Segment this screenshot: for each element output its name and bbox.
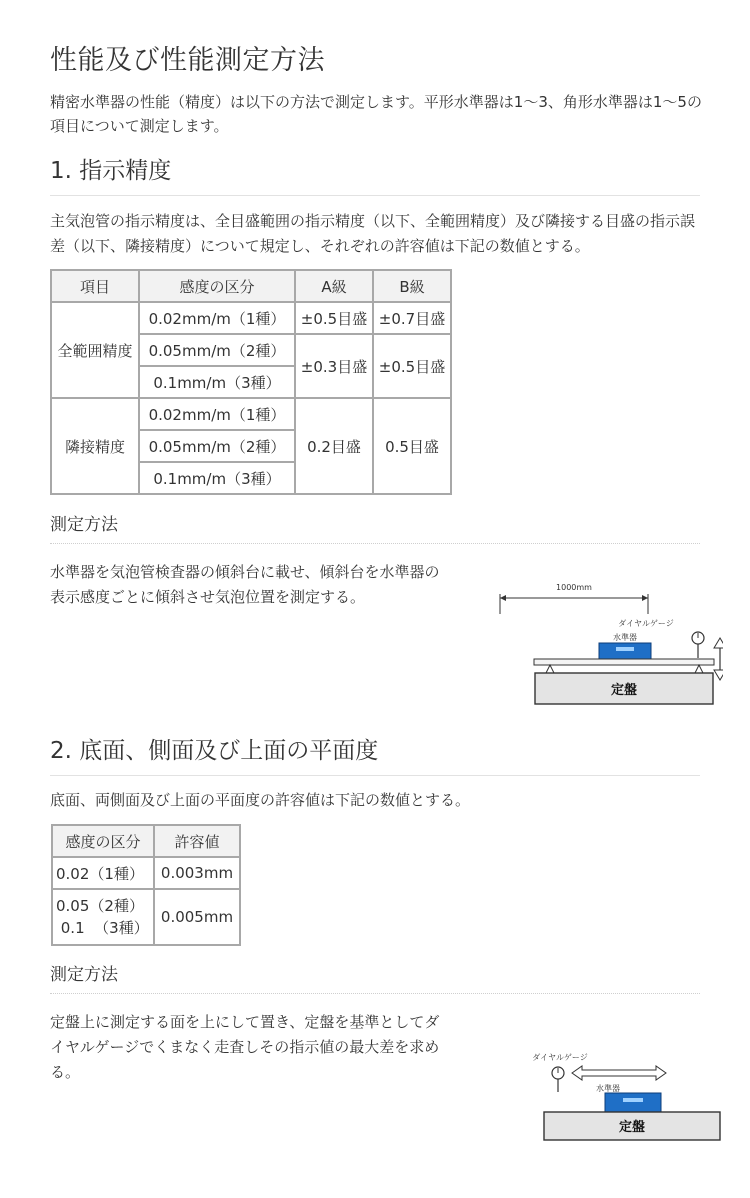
header-sensitivity: 感度の区分 — [139, 270, 295, 302]
tolerance-cell: 0.005mm — [154, 889, 240, 945]
table-row — [52, 857, 240, 889]
section2-heading: 2. 底面、側面及び上面の平面度 — [50, 732, 700, 776]
table-header-row — [51, 270, 451, 302]
adjust-support — [695, 665, 703, 673]
arrow-down-icon — [714, 670, 723, 680]
dial-gauge-label: ダイヤルゲージ — [618, 619, 674, 628]
value-cell: 0.2目盛 — [295, 398, 373, 494]
sensitivity-cell: 0.1mm/m（3種） — [139, 366, 295, 398]
pivot-support — [546, 665, 554, 673]
section2-method-text: 定盤上に測定する面を上にして置き、定盤を基準としてダイヤルゲージでくまなく走査しその指示値の最大差を求める。 — [50, 1013, 440, 1081]
value-cell: ±0.5目盛 — [373, 334, 451, 398]
flatness-test-diagram — [488, 1046, 728, 1146]
accuracy-table — [50, 269, 452, 495]
sensitivity-cell: 0.05mm/m（2種） — [139, 334, 295, 366]
spirit-level-icon — [605, 1093, 661, 1112]
horizontal-arrow-icon — [572, 1066, 666, 1080]
section1-method-text: 水準器を気泡管検査器の傾斜台に載せ、傾斜台を水準器の表示感度ごとに傾斜させ気泡位置を測定する。 — [50, 563, 440, 606]
header-item: 項目 — [51, 270, 139, 302]
level-label: 水準器 — [613, 633, 637, 642]
header-tolerance: 許容値 — [154, 825, 240, 857]
section2-method-heading: 測定方法 — [50, 960, 700, 994]
sensitivity-cell: 0.02（1種） — [52, 857, 154, 889]
sensitivity-cell — [52, 889, 154, 945]
sensitivity-cell: 0.02mm/m（1種） — [139, 302, 295, 334]
distance-label: 1000mm — [556, 583, 592, 592]
value-cell: ±0.3目盛 — [295, 334, 373, 398]
tolerance-cell: 0.003mm — [154, 857, 240, 889]
surface-plate-label: 定盤 — [618, 1120, 646, 1135]
header-sensitivity: 感度の区分 — [52, 825, 154, 857]
sensitivity-line: 0.05（2種） — [56, 897, 144, 915]
header-a-class: A級 — [295, 270, 373, 302]
intro-text: 精密水準器の性能（精度）は以下の方法で測定します。平形水準器は1～3、角形水準器は1～5の項目について測定します。 — [50, 93, 702, 135]
flatness-table — [51, 824, 241, 946]
section2-description: 底面、両側面及び上面の平面度の許容値は下記の数値とする。 — [50, 791, 471, 809]
level-label: 水準器 — [596, 1084, 620, 1093]
dial-gauge-label: ダイヤルゲージ — [532, 1053, 588, 1062]
spirit-level-vial — [616, 647, 634, 651]
inclination-test-diagram — [478, 576, 723, 710]
full-range-label: 全範囲精度 — [51, 302, 139, 398]
value-cell: 0.5目盛 — [373, 398, 451, 494]
sensitivity-cell: 0.1mm/m（3種） — [139, 462, 295, 494]
table-header-row — [52, 825, 240, 857]
table-row — [52, 889, 240, 945]
value-cell: ±0.5目盛 — [295, 302, 373, 334]
section1-method-heading: 測定方法 — [50, 510, 700, 544]
header-b-class: B級 — [373, 270, 451, 302]
section1-heading: 1. 指示精度 — [50, 152, 700, 196]
dimension-arrow-left — [500, 595, 506, 601]
table-row — [51, 302, 451, 334]
tilting-table — [534, 659, 714, 665]
arrow-up-icon — [714, 638, 723, 648]
sensitivity-line: 0.1 （3種） — [56, 919, 149, 937]
sensitivity-cell: 0.02mm/m（1種） — [139, 398, 295, 430]
value-cell: ±0.7目盛 — [373, 302, 451, 334]
adjacent-label: 隣接精度 — [51, 398, 139, 494]
table-row — [51, 398, 451, 430]
surface-plate-label: 定盤 — [610, 683, 638, 698]
sensitivity-cell: 0.05mm/m（2種） — [139, 430, 295, 462]
page-title: 性能及び性能測定方法 — [50, 45, 325, 76]
section1-description: 主気泡管の指示精度は、全目盛範囲の指示精度（以下、全範囲精度）及び隣接する目盛の指示誤差（以下、隣接精度）について規定し、それぞれの許容値は下記の数値とする。 — [50, 212, 696, 255]
dimension-arrow-right — [642, 595, 648, 601]
spirit-level-vial — [623, 1098, 643, 1102]
